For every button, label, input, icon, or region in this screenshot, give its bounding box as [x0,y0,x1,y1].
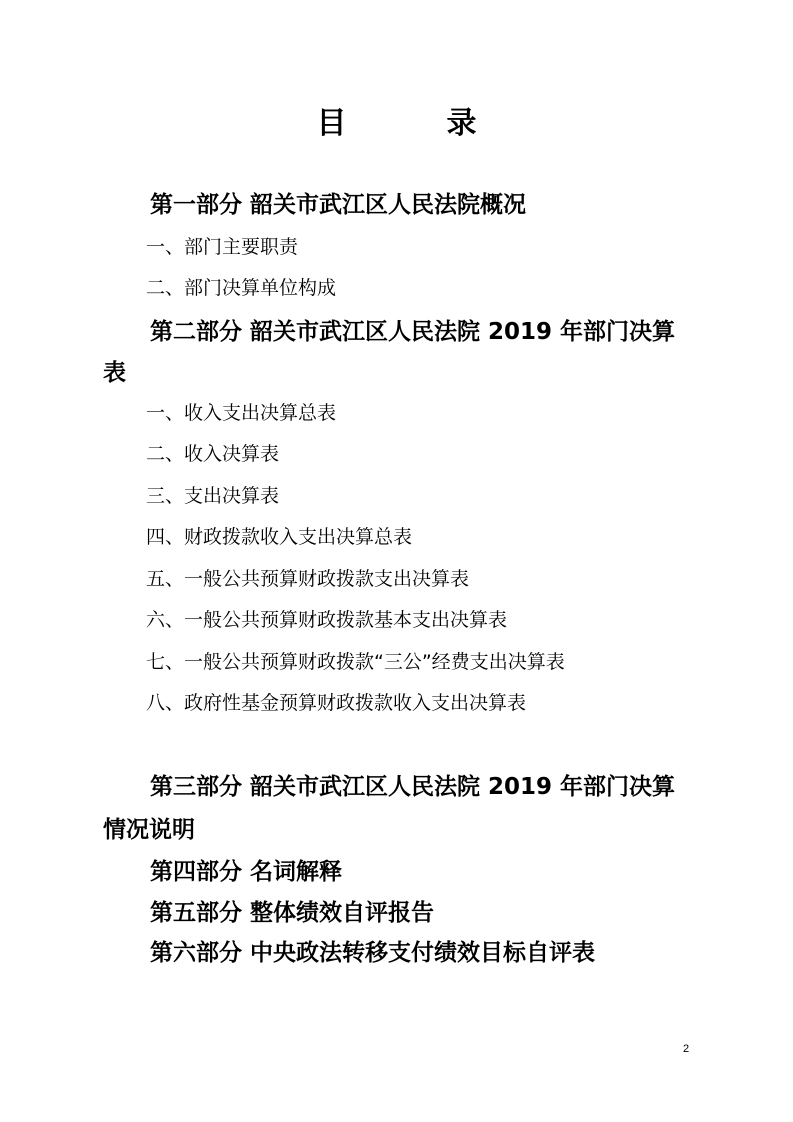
part4-heading: 第四部分 名词解释 [150,859,343,885]
part2-item-2: 二、收入决算表 [146,443,280,465]
part6-heading: 第六部分 中央政法转移支付绩效目标自评表 [150,940,596,966]
part2-item-4: 四、财政拨款收入支出决算总表 [146,526,413,548]
page-title-char-1: 目 [316,106,347,141]
page-number: 2 [683,1043,690,1055]
part2-item-6: 六、一般公共预算财政拨款基本支出决算表 [146,609,508,631]
part2-item-8: 八、政府性基金预算财政拨款收入支出决算表 [146,692,527,714]
part2-heading-line-2: 表 [103,360,126,386]
part3-heading-line-1: 第三部分 韶关市武江区人民法院 2019 年部门决算 [150,774,676,800]
part2-item-5: 五、一般公共预算财政拨款支出决算表 [146,568,470,590]
part2-item-1: 一、收入支出决算总表 [146,402,337,424]
part3-heading-line-2: 情况说明 [103,817,195,843]
page-title-char-2: 录 [446,106,477,141]
part5-heading: 第五部分 整体绩效自评报告 [150,900,435,926]
part1-item-1: 一、部门主要职责 [146,236,299,258]
part1-item-2: 二、部门决算单位构成 [146,277,337,299]
part2-item-7: 七、一般公共预算财政拨款“三公”经费支出决算表 [146,651,565,673]
part1-heading: 第一部分 韶关市武江区人民法院概况 [150,192,527,218]
part2-item-3: 三、支出决算表 [146,485,280,507]
page-title [0,98,793,142]
part2-heading-line-1: 第二部分 韶关市武江区人民法院 2019 年部门决算 [150,319,676,345]
